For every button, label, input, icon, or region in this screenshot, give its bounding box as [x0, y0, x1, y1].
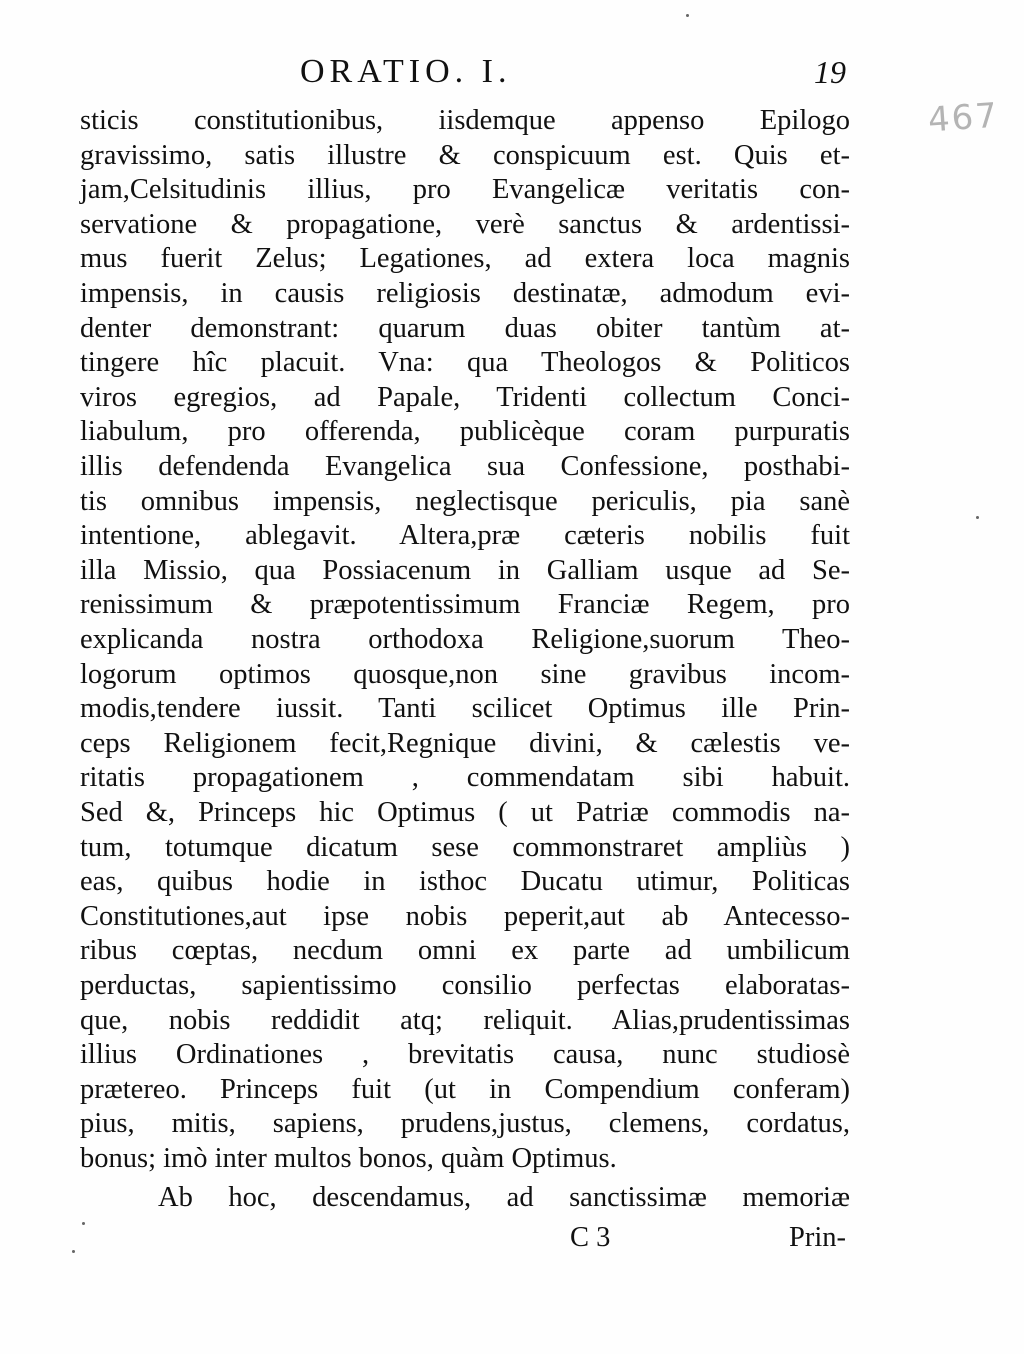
catchword: Prin-: [789, 1222, 846, 1253]
paper-speck: [72, 1250, 75, 1253]
text-line: gravissimo, satis illustre & conspicuum est. Quis et-: [80, 139, 850, 171]
text-line: illa Missio, qua Possiacenum in Galliam usque ad Se-: [80, 554, 850, 586]
paragraph-first-line: Ab hoc, descendamus, ad sanctissimæ memoriæ: [158, 1182, 850, 1213]
text-line: prætereo. Princeps fuit (ut in Compendium conferam): [80, 1073, 850, 1105]
text-line: ritatis propagationem , commendatam sibi habuit.: [80, 762, 850, 794]
text-line: Sed &, Princeps hic Optimus ( ut Patriæ commodis na-: [80, 797, 850, 828]
text-line: tingere hîc placuit. Vna: qua Theologos & Politicos: [80, 347, 850, 379]
paper-speck: [82, 1222, 85, 1225]
catchline: [80, 1218, 850, 1258]
margin-pencil-note: 467: [926, 95, 1001, 141]
text-line: bonus; imò inter multos bonos, quàm Optimus.: [80, 1143, 617, 1174]
page-header: [80, 52, 850, 92]
signature-mark: C 3: [570, 1222, 611, 1253]
text-line: impensis, in causis religiosis destinatæ, admodum evi-: [80, 278, 850, 309]
text-line: explicanda nostra orthodoxa Religione,suorum Theo-: [80, 624, 850, 655]
text-line: liabulum, pro offerenda, publicèque coram purpuratis: [80, 416, 850, 448]
text-line: ribus cœptas, necdum omni ex parte ad umbilicum: [80, 935, 850, 967]
text-line: logorum optimos quosque,non sine gravibus incom-: [80, 658, 850, 690]
text-line: viros egregios, ad Papale, Tridenti collectum Conci-: [80, 381, 850, 413]
text-line: eas, quibus hodie in isthoc Ducatu utimur, Politicas: [80, 866, 850, 898]
text-line: renissimum & præpotentissimum Franciæ Regem, pro: [80, 589, 850, 621]
text-line: illius Ordinationes , brevitatis causa, nunc studiosè: [80, 1039, 850, 1071]
text-line: mus fuerit Zelus; Legationes, ad extera loca magnis: [80, 243, 850, 275]
paper-speck: [976, 516, 979, 519]
text-line: pius, mitis, sapiens, prudens,justus, clemens, cordatus,: [80, 1108, 850, 1140]
text-line: jam,Celsitudinis illius, pro Evangelicæ veritatis con-: [80, 174, 850, 206]
text-line: modis,tendere iussit. Tanti scilicet Optimus ille Prin-: [80, 693, 850, 725]
text-line: tis omnibus impensis, neglectisque periculis, pia sanè: [80, 485, 850, 517]
text-line: tum, totumque dicatum sese commonstraret ampliùs ): [80, 831, 850, 863]
text-line: Constitutiones,aut ipse nobis peperit,aut ab Antecesso-: [80, 900, 850, 932]
text-line: sticis constitutionibus, iisdemque appenso Epilogo: [80, 105, 850, 136]
text-line: denter demonstrant: quarum duas obiter tantùm at-: [80, 312, 850, 344]
text-line: illis defendenda Evangelica sua Confessione, posthabi-: [80, 451, 850, 482]
body-text: [80, 104, 850, 1304]
running-title: ORATIO. I.: [300, 53, 512, 90]
paper-speck: [686, 14, 689, 17]
text-line: perductas, sapientissimo consilio perfectas elaboratas-: [80, 970, 850, 1001]
text-line: ceps Religionem fecit,Regnique divini, & cælestis ve-: [80, 727, 850, 759]
text-line: intentione, ablegavit. Altera,præ cæteris nobilis fuit: [80, 520, 850, 552]
page-number: 19: [814, 54, 846, 90]
text-line: servatione & propagatione, verè sanctus & ardentissi-: [80, 208, 850, 240]
text-line: que, nobis reddidit atq; reliquit. Alias,prudentissimas: [80, 1004, 850, 1036]
